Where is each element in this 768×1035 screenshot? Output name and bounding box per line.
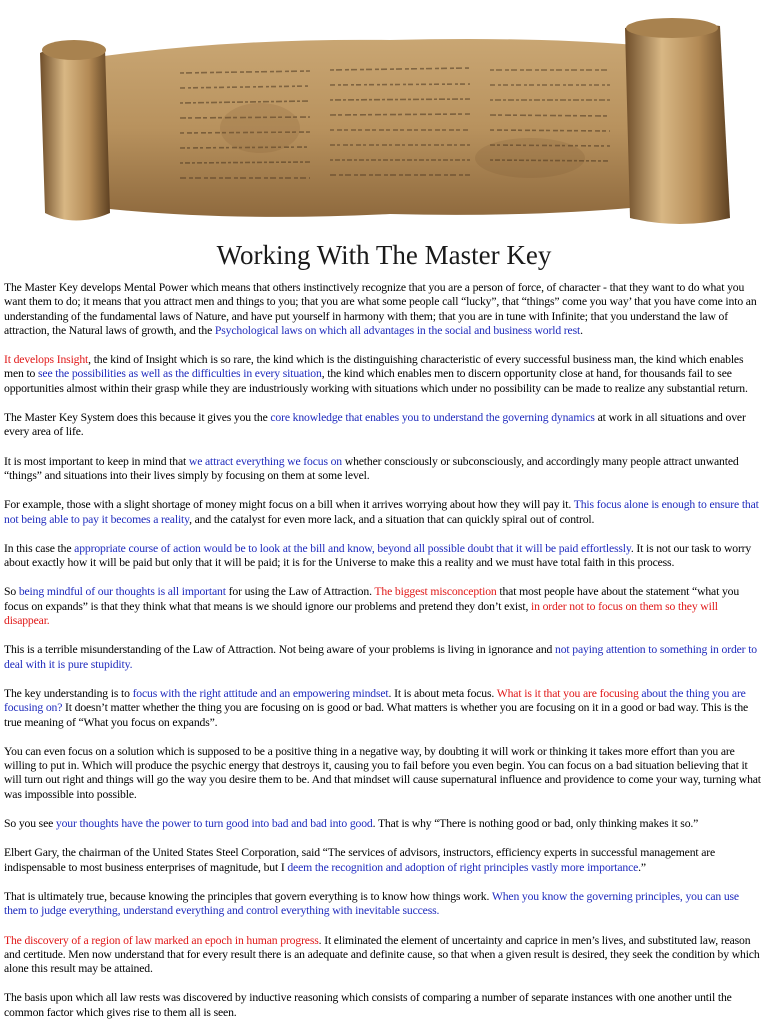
paragraph-text: The key understanding is to [4, 686, 133, 700]
article-paragraph [4, 353, 761, 396]
article-paragraph [4, 498, 761, 527]
highlighted-text-blue: about the thing you are focusing on? [4, 686, 746, 715]
paragraph-text: This is a terrible misunderstanding of the Law of Attraction. Not being aware of your problems is living in ignorance and [4, 643, 556, 657]
highlighted-text-blue: core knowledge that enables you to understand the governing dynamics [270, 411, 595, 425]
article-paragraph [4, 542, 761, 571]
highlighted-text-blue: appropriate course of action would be to look at the bill and know, beyond all possible doubt that it will be paid effortlessly [74, 541, 631, 555]
paragraph-text: that most people have about the statement “what you focus on expands” is that they think what that means is we should ignore our problems and pretend they don’t exist, [4, 585, 740, 613]
paragraph-text: . That is why “There is nothing good or bad, only thinking makes it so.” [372, 817, 699, 831]
paragraph-text: So you see [4, 817, 56, 831]
article-paragraph [4, 411, 761, 440]
highlighted-text-blue: not paying attention to something in order to deal with it is pure stupidity. [4, 643, 757, 671]
article-paragraph [4, 890, 761, 919]
article-paragraph [4, 745, 761, 802]
paragraph-text: .” [638, 860, 646, 874]
highlighted-text-blue: your thoughts have the power to turn good into bad and bad into good [55, 817, 373, 831]
highlighted-text-red: What is it that you are focusing [496, 686, 639, 700]
highlighted-text-red: in order not to focus on them so they will disappear. [4, 599, 718, 628]
paragraph-text: It doesn’t matter whether the thing you are focusing on is good or bad. What matters is whether you are focusing on it in a good or bad way. This is the true meaning of “What you focus on expands”. [4, 701, 749, 729]
paragraph-text: In this case the [4, 541, 75, 555]
highlighted-text-blue: deem the recognition and adoption of right principles vastly more importance [287, 860, 639, 874]
article-paragraph [4, 991, 761, 1020]
highlighted-text-blue: focus with the right attitude and an empowering mindset [132, 686, 389, 700]
paragraph-text: at work in all situations and over every area of life. [4, 411, 746, 439]
paragraph-text: , the kind which enables men to discern opportunity close at hand, for thousands fail to see opportunities almost within their grasp while they are industriously working with situations which under no possibility can be made to realize any substantial return. [4, 367, 748, 395]
highlighted-text-blue: When you know the governing principles, you can use them to judge everything, understand everything and control everything with inevitable success. [4, 889, 739, 918]
highlighted-text-red: The discovery of a region of law marked an epoch in human progress [4, 933, 319, 947]
paragraph-text: . It eliminated the element of uncertainty and caprice in men’s lives, and substituted law, reason and certitude. Men now understand that for every result there is an adequate and definite cause, so that when a given result is desired, they seek the condition by which alone this result may be attained. [4, 933, 760, 976]
paragraph-text: You can even focus on a solution which is supposed to be a positive thing in a negative way, by doubting it will work or thinking it takes more effort than you are willing to put in. Which will produce the psychic energy that destroys it, causing you to fail before you even begin. You can focus on a bad situation believing that it will turn out right and things will go the way you desire them to be. And that mindset will cause supernatural influence and providence to come your way, turning what was impossible into possible. [4, 744, 761, 801]
paragraph-text: Elbert Gary, the chairman of the United States Steel Corporation, said “The services of advisors, instructors, efficiency experts in successful management are indispensable to most business enterprises of magnitude, but I [4, 846, 716, 874]
article-paragraph [4, 455, 761, 484]
paragraph-text: That is ultimately true, because knowing the principles that govern everything is to know how things work. [4, 889, 492, 903]
paragraph-text: So [4, 585, 19, 599]
paragraph-text: , the kind of Insight which is so rare, the kind which is the distinguishing characteristic of every successful business man, the kind which enables men to [4, 353, 744, 381]
paragraph-text: The Master Key develops Mental Power which means that others instinctively recognize that you are a person of force, of character - that they want to do what you want them to do; it means that you attract men and things to you; that you are what some people call “lucky”, that “things” come you way’ that you have come into an understanding of the fundamental laws of Nature, and have put yourself in harmony with them; that you are in tune with Infinite; that you understand the law of attraction, the Natural laws of growth, and the [4, 281, 757, 337]
parchment-scroll-image [30, 18, 750, 233]
article-paragraph [4, 585, 761, 628]
article-paragraph [4, 281, 761, 338]
article-paragraph [4, 846, 761, 875]
paragraph-text: The Master Key System does this because it gives you the [4, 411, 271, 425]
highlighted-text-red: It develops Insight [4, 353, 89, 367]
highlighted-text-blue: This focus alone is enough to ensure that not being able to pay it becomes a reality [4, 498, 759, 526]
article-body [4, 281, 761, 1035]
paragraph-text: . It is not our task to worry about exactly how it will be paid but only that it will be paid; it is for the Universe to make this a reality and we must have total faith in this process. [4, 541, 752, 570]
paragraph-text: , and the catalyst for even more lack, and a situation that can quickly spiral out of control. [189, 512, 595, 526]
highlighted-text-red: The biggest misconception [374, 585, 497, 599]
article-paragraph [4, 817, 761, 831]
paragraph-text: whether consciously or subconsciously, and accordingly many people attract unwanted “things” and situations into their lives simply by focusing on them at some level. [4, 454, 739, 482]
paragraph-text: . [580, 323, 583, 337]
paragraph-text: For example, those with a slight shortage of money might focus on a bill when it arrives worrying about how they will pay it. [4, 498, 574, 512]
article-paragraph [4, 643, 761, 672]
article-paragraph [4, 934, 761, 977]
article-paragraph [4, 687, 761, 730]
highlighted-text-blue: being mindful of our thoughts is all important [18, 585, 226, 599]
paragraph-text: The basis upon which all law rests was discovered by inductive reasoning which consists of comparing a number of separate instances with one another until the common factor which gives rise to them all is seen. [4, 991, 732, 1019]
scroll-illustration [30, 18, 750, 233]
highlighted-text-blue: Psychological laws on which all advantages in the social and business world rest [214, 323, 581, 337]
paragraph-text: . It is about meta focus. [388, 686, 497, 700]
paragraph-text: It is most important to keep in mind that [4, 454, 189, 468]
paragraph-text: for using the Law of Attraction. [225, 585, 375, 599]
page-title: Working With The Master Key [216, 240, 552, 270]
highlighted-text-blue: see the possibilities as well as the difficulties in every situation [38, 367, 322, 381]
highlighted-text-blue: we attract everything we focus on [188, 454, 343, 468]
